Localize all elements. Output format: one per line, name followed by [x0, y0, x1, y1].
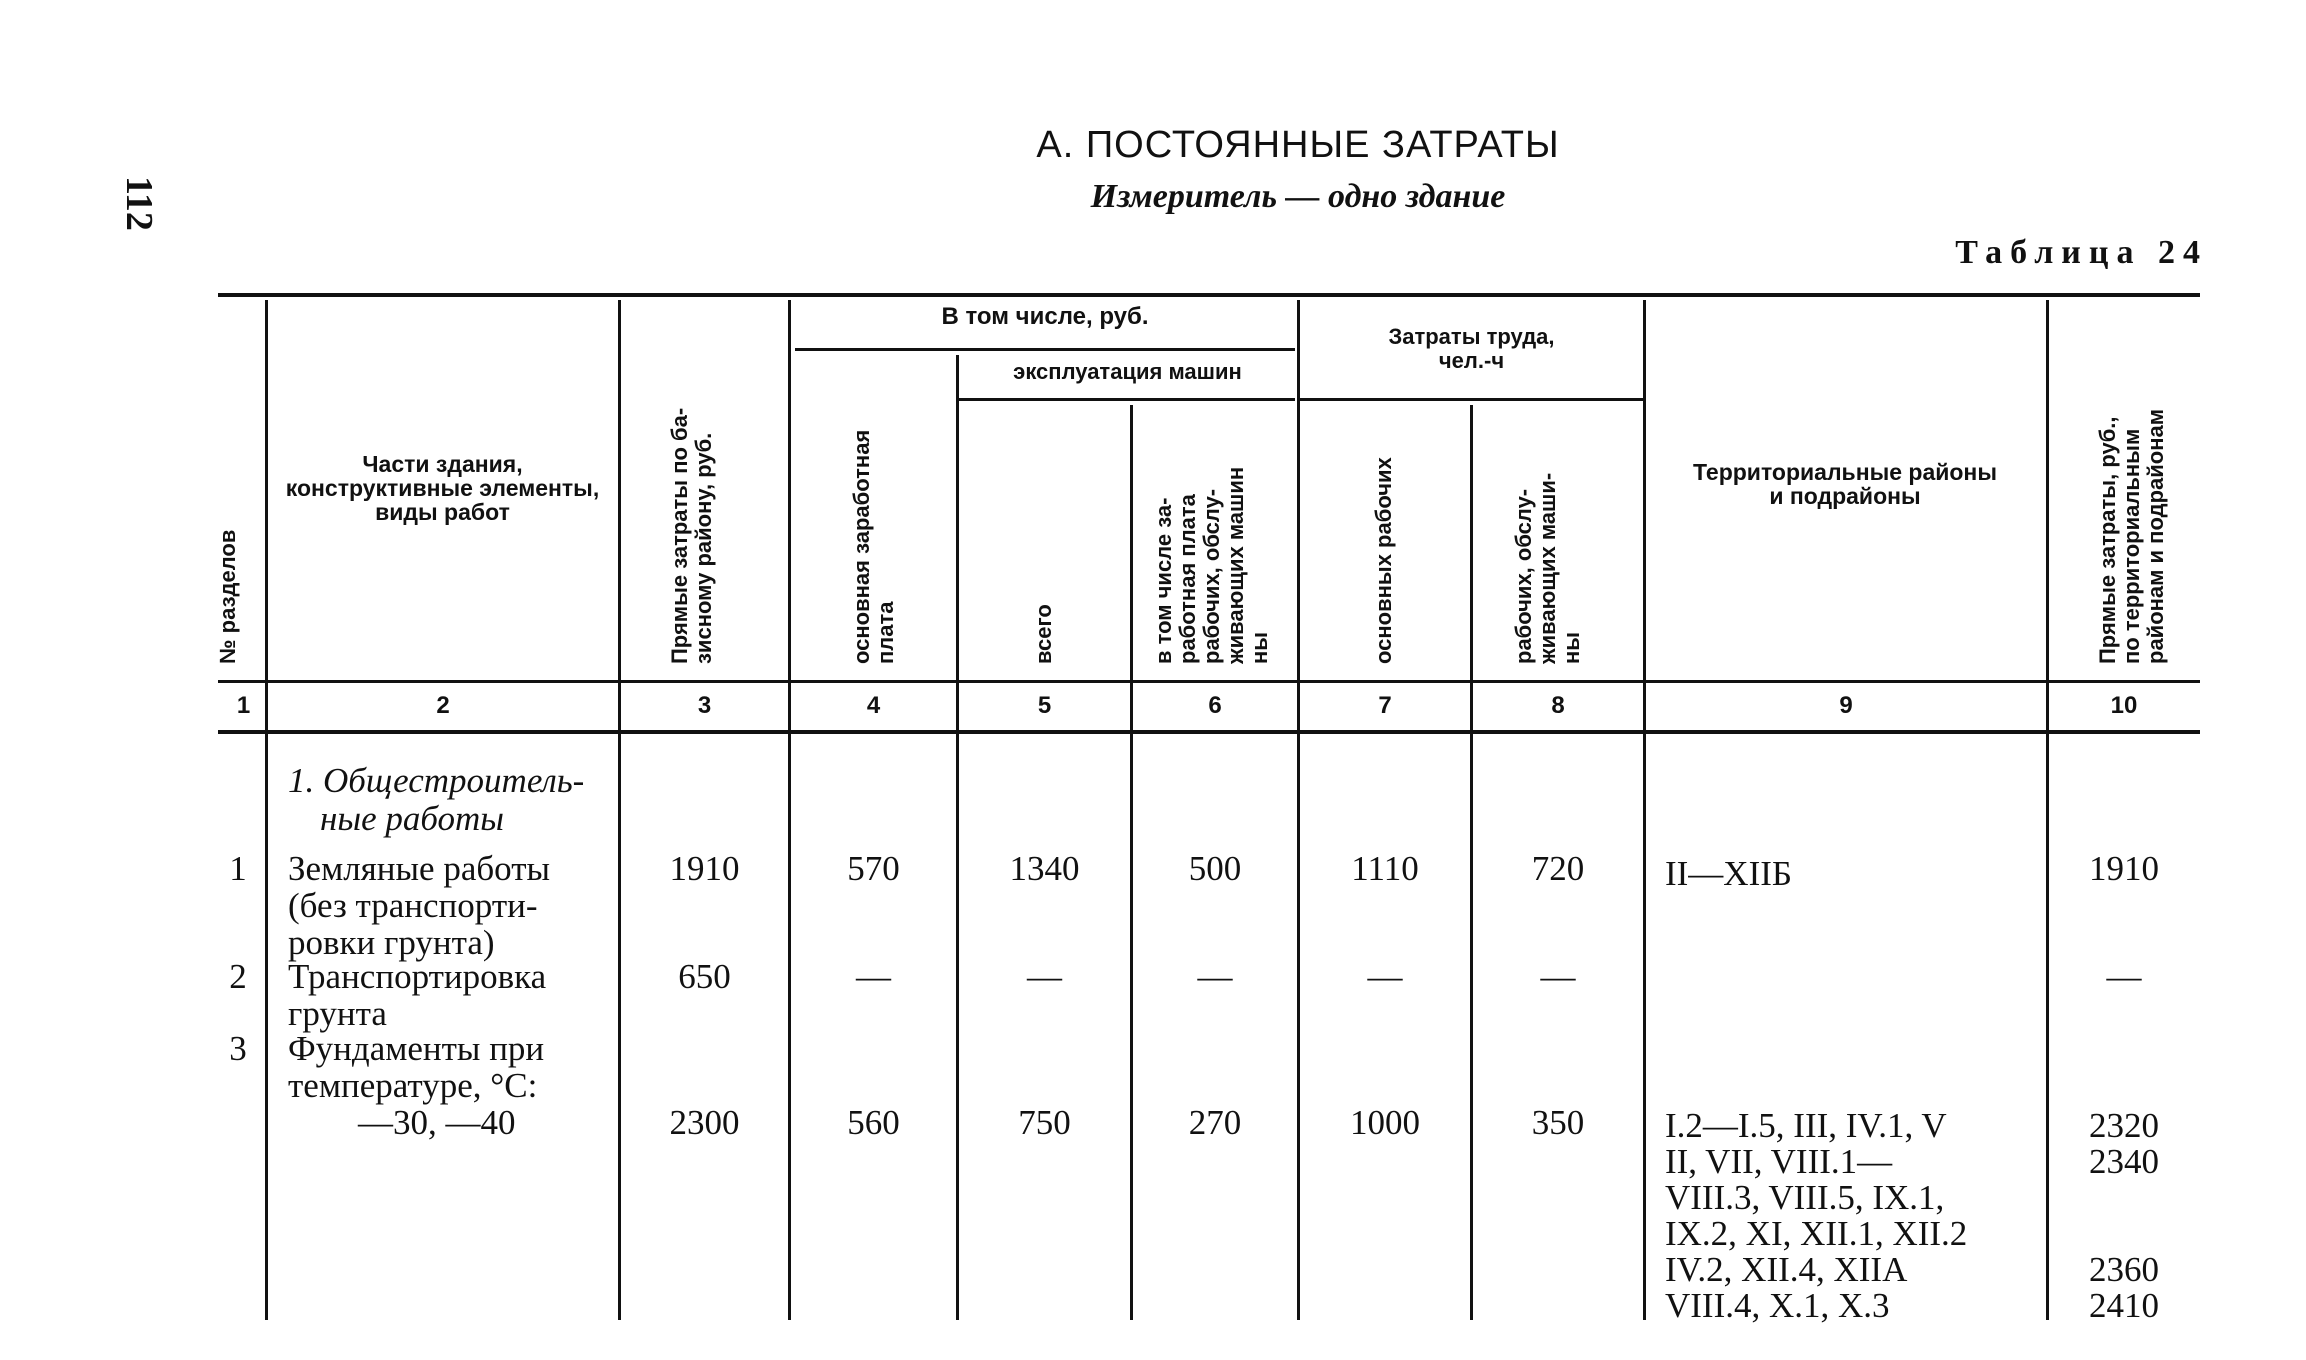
- header-sub-rule-labor: [1300, 398, 1643, 401]
- row-3-col-6: 270: [1188, 1103, 1242, 1142]
- column-number: 9: [1839, 692, 1853, 719]
- numbers-bottom-rule: [218, 730, 2200, 734]
- row-2-col-7: —: [1367, 957, 1403, 996]
- row-3-number: 3: [229, 1029, 247, 1068]
- header-col-1: № разделов: [215, 529, 240, 664]
- row-2-name: Транспортировка грунта: [288, 957, 547, 1033]
- row-3-col-8: 350: [1531, 1103, 1585, 1142]
- row-3-name: Фундаменты при температуре, °С: —30, —40: [288, 1029, 545, 1142]
- row-1-number: 1: [229, 849, 247, 888]
- header-col-6: в том числе за- работная плата рабочих, обслу- живающих машин ны: [1151, 466, 1272, 664]
- header-col-10: Прямые затраты, руб., по территориальным районам и подрайонам: [2095, 408, 2168, 664]
- col-divider-1: [265, 300, 268, 1320]
- row-1-col-6: 500: [1188, 849, 1242, 888]
- col-divider-4: [956, 355, 959, 1320]
- header-bottom-rule: [218, 680, 2200, 683]
- row-1-col-3: 1910: [669, 849, 740, 888]
- header-group-machines: эксплуатация машин: [1013, 359, 1242, 384]
- header-col-2: Части здания, конструктивные элементы, виды работ: [285, 451, 600, 525]
- col-divider-3: [788, 300, 791, 1320]
- column-number: 4: [866, 692, 881, 719]
- header-col-9: Территориальные районы и подрайоны: [1693, 459, 1997, 509]
- row-1-col-10: 1910: [2089, 849, 2159, 888]
- row-2-col-8: —: [1540, 957, 1576, 996]
- header-col-7: основных рабочих: [1371, 457, 1396, 664]
- column-number: 7: [1378, 692, 1392, 719]
- row-2-col-3: 650: [678, 957, 731, 996]
- row-2-col-10: —: [2106, 957, 2142, 996]
- page-subtitle: Измеритель — одно здание: [1090, 178, 1506, 215]
- table-label: Таблица 24: [1955, 234, 2208, 271]
- column-number: 5: [1037, 692, 1052, 719]
- row-2-col-6: —: [1197, 957, 1233, 996]
- col-divider-2: [618, 300, 621, 1320]
- row-1-col-8: 720: [1531, 849, 1585, 888]
- row-3-col-3: 2300: [669, 1103, 740, 1142]
- header-col-4: основная заработная плата: [849, 429, 898, 664]
- col-divider-6: [1297, 300, 1300, 1320]
- row-1-col-9: II—XIIБ: [1665, 854, 1792, 893]
- column-number: 2: [436, 692, 450, 719]
- row-2-col-4: —: [856, 957, 891, 996]
- header-group-including: В том числе, руб.: [941, 303, 1149, 330]
- column-number: 3: [697, 692, 712, 719]
- header-sub-rule-incl: [795, 348, 1295, 351]
- column-number: 8: [1551, 692, 1565, 719]
- header-sub-rule-machines: [958, 398, 1295, 401]
- column-number: 6: [1208, 692, 1222, 719]
- row-3-col-4: 560: [847, 1103, 900, 1142]
- header-col-8: рабочих, обслу- живающих маши- ны: [1511, 472, 1584, 664]
- column-number: 1: [236, 692, 251, 719]
- section-title: 1. Общестроитель- ные работы: [288, 761, 585, 838]
- row-3-col-5: 750: [1018, 1103, 1071, 1142]
- row-1-name: Земляные работы (без транспорти- ровки грунта): [288, 849, 551, 962]
- header-col-3: Прямые затраты по ба- зисному району, руб.: [667, 407, 716, 664]
- page-title: А. ПОСТОЯННЫЕ ЗАТРАТЫ: [1036, 124, 1560, 166]
- row-2-col-5: —: [1027, 957, 1062, 996]
- header-col-5: всего: [1031, 604, 1056, 664]
- row-1-col-7: 1110: [1351, 849, 1419, 888]
- col-divider-8: [1643, 300, 1646, 1320]
- column-number: 10: [2110, 692, 2138, 719]
- header-group-labor: Затраты труда, чел.-ч: [1388, 324, 1555, 373]
- table-top-rule: [218, 293, 2200, 297]
- row-3-col-10: 2320 2340 2360 2410: [2089, 1106, 2159, 1325]
- row-3-col-7: 1000: [1350, 1103, 1420, 1142]
- page-number: 112: [118, 176, 160, 231]
- row-1-col-4: 570: [847, 849, 900, 888]
- row-3-col-9: I.2—I.5, III, IV.1, V II, VII, VIII.1— VIII.3, VIII.5, IX.1, IX.2, XI, XII.1, XII.2 IV.2, XII.4, XIIA VIII.4, X.1, X.3: [1665, 1106, 1968, 1325]
- row-2-number: 2: [229, 957, 247, 996]
- row-1-col-5: 1340: [1009, 849, 1080, 888]
